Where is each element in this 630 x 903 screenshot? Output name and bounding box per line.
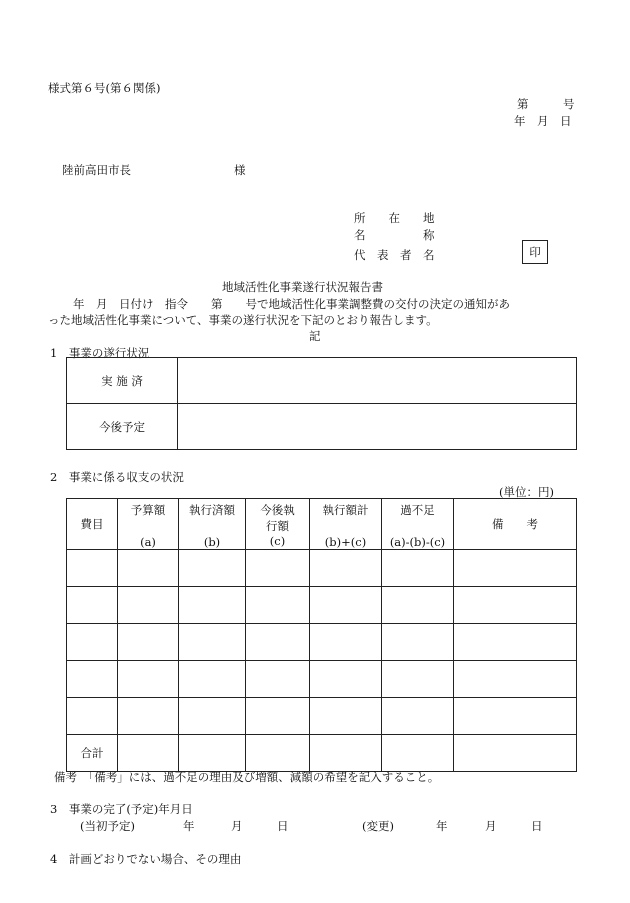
table-row (67, 587, 577, 624)
form-number: 様式第６号(第６関係) (48, 81, 161, 95)
col-future-label-1: 今後執 (260, 503, 295, 517)
initial-plan-label: (当初予定) (80, 819, 135, 833)
applicant-representative-label: 代 表 者 名 (354, 248, 435, 262)
budget-table (66, 498, 577, 772)
progress-value-planned (178, 404, 577, 450)
applicant-name-label: 名 称 (354, 228, 435, 242)
col-shortage-label: 過不足 (400, 503, 435, 517)
seal-stamp: 印 (522, 240, 548, 264)
ki-label: 記 (309, 329, 321, 343)
changed-label: (変更) (362, 819, 394, 833)
col-remarks: 備 考 (454, 499, 577, 550)
intro-line-1: 年 月 日付け 指令 第 号で地域活性化事業調整費の交付の決定の通知があ (73, 297, 510, 311)
section3-heading: 3 事業の完了(予定)年月日 (50, 802, 193, 816)
progress-row-planned (67, 404, 577, 450)
table-row (67, 624, 577, 661)
initial-month: 月 (231, 819, 243, 833)
col-item: 費目 (67, 499, 118, 550)
applicant-address-label: 所 在 地 (354, 211, 435, 225)
col-budget-label: 予算額 (130, 503, 166, 517)
section4-heading: 4 計画どおりでない場合、その理由 (50, 852, 242, 866)
progress-value-done (178, 358, 577, 404)
table-row (67, 698, 577, 735)
progress-row-done (67, 358, 577, 404)
col-executed (179, 499, 246, 550)
addressee-honorific: 様 (234, 163, 246, 177)
section1-heading: 1 事業の遂行状況 (50, 346, 150, 360)
col-executed-label: 執行済額 (189, 503, 235, 517)
changed-month: 月 (485, 819, 497, 833)
section2-heading: 2 事業に係る収支の状況 (50, 470, 184, 484)
document-date: 年 月 日 (514, 114, 572, 128)
col-executed-sub: (b) (203, 535, 221, 549)
changed-year: 年 (436, 819, 448, 833)
initial-day: 日 (277, 819, 289, 833)
document-title: 地域活性化事業遂行状況報告書 (222, 280, 383, 294)
addressee-name: 陸前高田市長 (62, 163, 131, 177)
table-row (67, 661, 577, 698)
progress-label-done: 実 施 済 (67, 358, 178, 404)
progress-table (66, 357, 577, 450)
col-shortage (382, 499, 454, 550)
col-budget-sub: (a) (140, 535, 156, 549)
initial-year: 年 (183, 819, 195, 833)
remarks-note: 備考 「備考」には、過不足の理由及び増額、減額の希望を記入すること。 (54, 770, 440, 784)
unit-label: (単位：円) (499, 485, 554, 499)
col-total-sub: (b)+(c) (324, 535, 367, 549)
progress-label-planned: 今後予定 (67, 404, 178, 450)
total-label: 合計 (67, 735, 118, 772)
budget-header-row (67, 499, 577, 550)
document-number: 第 号 (517, 97, 575, 111)
changed-day: 日 (531, 819, 543, 833)
total-row (67, 735, 577, 772)
col-total-label: 執行額計 (322, 503, 369, 517)
col-future-label-2: 行額 (266, 519, 289, 533)
col-future (246, 499, 310, 550)
col-shortage-sub: (a)-(b)-(c) (389, 535, 446, 549)
col-total (310, 499, 382, 550)
intro-line-2: った地域活性化事業について、事業の遂行状況を下記のとおり報告します。 (48, 313, 438, 327)
table-row (67, 550, 577, 587)
col-budget (118, 499, 179, 550)
col-future-sub: (c) (269, 534, 286, 548)
